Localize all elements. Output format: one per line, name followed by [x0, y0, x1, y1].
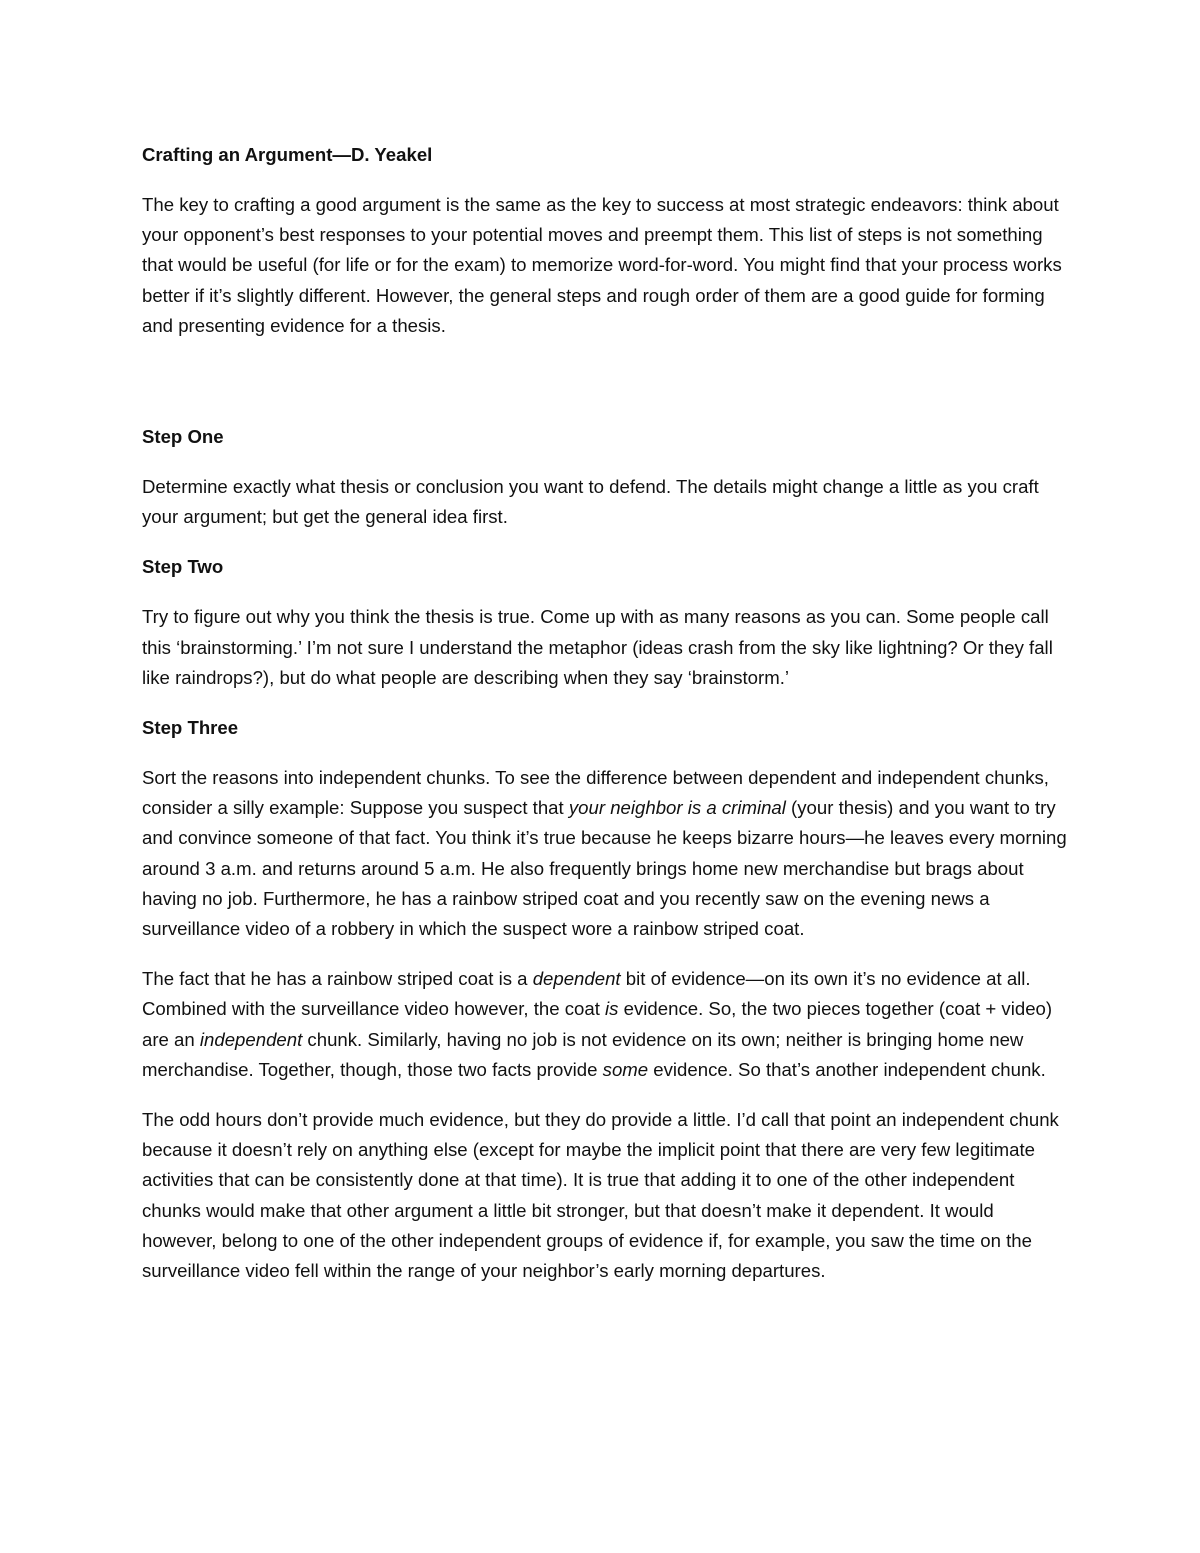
emphasis-is: is — [605, 998, 619, 1020]
text-segment: bit of evidence—on its own it’s no evidence at all. Combined with the surveillance video however, the coat — [142, 968, 1031, 1020]
text-segment: evidence. So, the two pieces together (coat + video) are an — [142, 998, 1053, 1050]
step-three-paragraph-1 — [142, 763, 1067, 944]
text-segment: Sort the reasons into independent chunks. To see the difference between dependent and independent chunks, consider a silly example: Suppose you suspect that — [142, 767, 1049, 819]
emphasis-dependent: dependent — [532, 968, 621, 990]
step-two-paragraph: Try to figure out why you think the thesis is true. Come up with as many reasons as you can. Some people call this ‘brainstorming.’ I’m not sure I understand the metaphor (ideas crash from the sky like lightning? Or they fall like raindrops?), but do what people are describing when they say ‘brainstorm.’ — [142, 606, 1053, 688]
text-segment: chunk. Similarly, having no job is not evidence on its own; neither is bringing home new merchandise. Together, though, those two facts provide — [142, 1028, 1024, 1080]
text-segment: (your thesis) and you want to try and convince someone of that fact. You think it’s true because he keeps bizarre hours—he leaves every morning around 3 a.m. and returns around 5 a.m. He also frequently brings home new merchandise but brags about having no job. Furthermore, he has a rainbow striped coat and you recently saw on the evening news a surveillance video of a robbery in which the suspect wore a rainbow striped coat. — [142, 797, 1067, 940]
emphasis-some: some — [602, 1058, 649, 1080]
text-segment: The fact that he has a rainbow striped coat is a — [142, 968, 533, 990]
step-one-paragraph: Determine exactly what thesis or conclusion you want to defend. The details might change a little as you craft your argument; but get the general idea first. — [142, 476, 1039, 528]
step-one-heading: Step One — [142, 426, 224, 448]
spacer — [142, 361, 1067, 422]
intro-paragraph: The key to crafting a good argument is the same as the key to success at most strategic endeavors: think about your opponent’s best responses to your potential moves and preempt them. This list of steps is not something that would be useful (for life or for the exam) to memorize word-for-word. You might find that your process works better if it’s slightly different. However, the general steps and rough order of them are a good guide for forming and presenting evidence for a thesis. — [142, 194, 1062, 336]
step-three-heading: Step Three — [142, 717, 239, 739]
emphasis-thesis: your neighbor is a criminal — [568, 797, 786, 819]
step-three-paragraph-2 — [142, 964, 1067, 1085]
step-three-paragraph-3: The odd hours don’t provide much evidence, but they do provide a little. I’d call that point an independent chunk because it doesn’t rely on anything else (except for maybe the implicit point that there are very few legitimate activities that can be consistently done at that time). It is true that adding it to one of the other independent chunks would make that other argument a little bit stronger, but that doesn’t make it dependent. It would however, belong to one of the other independent groups of evidence if, for example, you saw the time on the surveillance video fell within the range of your neighbor’s early morning departures. — [142, 1109, 1059, 1282]
emphasis-independent: independent — [199, 1028, 303, 1050]
document-page — [142, 140, 1067, 1306]
step-two-heading: Step Two — [142, 556, 224, 578]
document-title: Crafting an Argument—D. Yeakel — [142, 144, 433, 165]
text-segment: evidence. So that’s another independent chunk. — [648, 1058, 1046, 1080]
